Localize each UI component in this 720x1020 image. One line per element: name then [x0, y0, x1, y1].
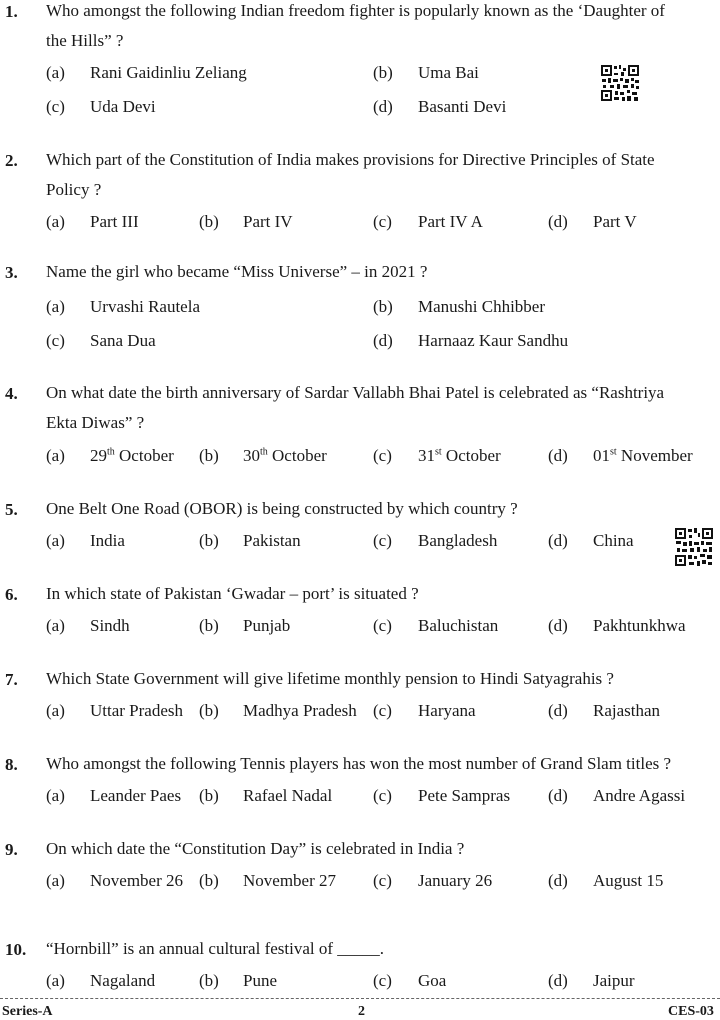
option-text: Rafael Nadal [243, 786, 333, 805]
question-text [46, 579, 720, 609]
question-text [46, 145, 720, 205]
option-label: (b) [199, 971, 219, 990]
question-number: 1. [5, 2, 18, 21]
option-label: (a) [46, 212, 65, 231]
option-text: 31st October [418, 446, 501, 465]
option-label: (a) [46, 971, 65, 990]
option-text: Nagaland [90, 971, 156, 990]
option-text: Part IV [243, 212, 293, 231]
option-label: (c) [373, 616, 392, 635]
option-text: Punjab [243, 616, 291, 635]
option-label: (d) [373, 97, 393, 116]
option-label: (b) [199, 212, 219, 231]
option-text: Andre Agassi [593, 786, 686, 805]
question-text-line: One Belt One Road (OBOR) is being constructed by which country ? [46, 499, 518, 518]
option-label: (b) [199, 786, 219, 805]
option-text: November 27 [243, 871, 337, 890]
option-label: (b) [199, 701, 219, 720]
option-label: (c) [373, 786, 392, 805]
question-text [46, 749, 720, 779]
option-text: Rani Gaidinliu Zeliang [90, 63, 247, 82]
option-label: (a) [46, 701, 65, 720]
question-text-line: On what date the birth anniversary of Sardar Vallabh Bhai Patel is celebrated as “Rashtriya [46, 383, 665, 402]
option-text: November 26 [90, 871, 184, 890]
option-text: Uttar Pradesh [90, 701, 184, 720]
question-text [46, 0, 720, 56]
question-text [46, 934, 720, 964]
option-label: (d) [548, 701, 568, 720]
question-number: 8. [5, 755, 18, 774]
option-label: (d) [548, 971, 568, 990]
option-text: Part III [90, 212, 139, 231]
option-text: Leander Paes [90, 786, 182, 805]
option-label: (d) [548, 212, 568, 231]
option-label: (b) [199, 616, 219, 635]
question-text-line: Which part of the Constitution of India makes provisions for Directive Principles of State [46, 150, 655, 169]
option-text: India [90, 531, 125, 550]
option-text: Part IV A [418, 212, 483, 231]
question-text-line: Who amongst the following Indian freedom fighter is popularly known as the ‘Daughter of [46, 1, 665, 20]
question-number: 2. [5, 151, 18, 170]
option-text: 30th October [243, 446, 327, 465]
question-text [46, 257, 720, 287]
question-number: 5. [5, 500, 18, 519]
option-text: Jaipur [593, 971, 635, 990]
option-label: (d) [373, 331, 393, 350]
option-text: Sana Dua [90, 331, 156, 350]
option-label: (a) [46, 297, 65, 316]
option-label: (c) [373, 446, 392, 465]
question-text [46, 664, 720, 694]
option-text: Sindh [90, 616, 130, 635]
option-label: (d) [548, 531, 568, 550]
option-label: (a) [46, 786, 65, 805]
option-text: Uda Devi [90, 97, 156, 116]
option-label: (a) [46, 531, 65, 550]
option-text: January 26 [418, 871, 493, 890]
option-label: (c) [46, 331, 65, 350]
page-number: 2 [358, 1004, 365, 1019]
option-text: 29th October [90, 446, 174, 465]
option-text: Pakistan [243, 531, 301, 550]
option-label: (a) [46, 446, 65, 465]
option-label: (c) [373, 212, 392, 231]
option-text: China [593, 531, 634, 550]
option-text: Madhya Pradesh [243, 701, 357, 720]
option-label: (b) [373, 63, 393, 82]
question-number: 7. [5, 670, 18, 689]
option-label: (d) [548, 871, 568, 890]
option-text: 01st November [593, 446, 693, 465]
option-text: Basanti Devi [418, 97, 507, 116]
option-label: (b) [199, 871, 219, 890]
option-text: Uma Bai [418, 63, 479, 82]
option-text: Part V [593, 212, 637, 231]
option-text: Bangladesh [418, 531, 498, 550]
question-number: 10. [5, 940, 27, 959]
option-text: Baluchistan [418, 616, 499, 635]
option-label: (a) [46, 871, 65, 890]
option-label: (d) [548, 786, 568, 805]
option-label: (c) [373, 871, 392, 890]
question-text-line: Policy ? [46, 180, 102, 199]
option-text: Haryana [418, 701, 476, 720]
question-text [46, 834, 720, 864]
option-label: (c) [373, 531, 392, 550]
option-text: Manushi Chhibber [418, 297, 546, 316]
option-label: (d) [548, 616, 568, 635]
option-text: August 15 [593, 871, 664, 890]
option-label: (c) [373, 701, 392, 720]
option-text: Goa [418, 971, 447, 990]
qr-code-icon [600, 64, 640, 102]
question-text-line: In which state of Pakistan ‘Gwadar – port’ is situated ? [46, 584, 419, 603]
question-text-line: Who amongst the following Tennis players has won the most number of Grand Slam titles ? [46, 754, 672, 773]
option-text: Pune [243, 971, 277, 990]
option-text: Urvashi Rautela [90, 297, 200, 316]
question-text-line: “Hornbill” is an annual cultural festival of _____. [46, 939, 385, 958]
option-text: Rajasthan [593, 701, 661, 720]
option-text: Harnaaz Kaur Sandhu [418, 331, 569, 350]
option-text: Pete Sampras [418, 786, 511, 805]
option-label: (c) [46, 97, 65, 116]
option-label: (d) [548, 446, 568, 465]
footer-code: CES-03 [668, 1004, 714, 1019]
option-label: (a) [46, 63, 65, 82]
question-text-line: Ekta Diwas” ? [46, 413, 145, 432]
option-label: (b) [373, 297, 393, 316]
question-text-line: On which date the “Constitution Day” is celebrated in India ? [46, 839, 465, 858]
option-label: (c) [373, 971, 392, 990]
question-text [46, 378, 720, 438]
option-label: (b) [199, 531, 219, 550]
question-number: 3. [5, 263, 18, 282]
question-text [46, 494, 720, 524]
footer-series: Series-A [2, 1004, 53, 1019]
question-number: 6. [5, 585, 18, 604]
question-text-line: the Hills” ? [46, 31, 124, 50]
qr-code-icon [674, 527, 714, 567]
question-number: 9. [5, 840, 18, 859]
option-label: (a) [46, 616, 65, 635]
option-text: Pakhtunkhwa [593, 616, 686, 635]
option-label: (b) [199, 446, 219, 465]
question-text-line: Name the girl who became “Miss Universe” – in 2021 ? [46, 262, 428, 281]
question-number: 4. [5, 384, 18, 403]
question-text-line: Which State Government will give lifetime monthly pension to Hindi Satyagrahis ? [46, 669, 614, 688]
footer-divider [0, 998, 720, 999]
